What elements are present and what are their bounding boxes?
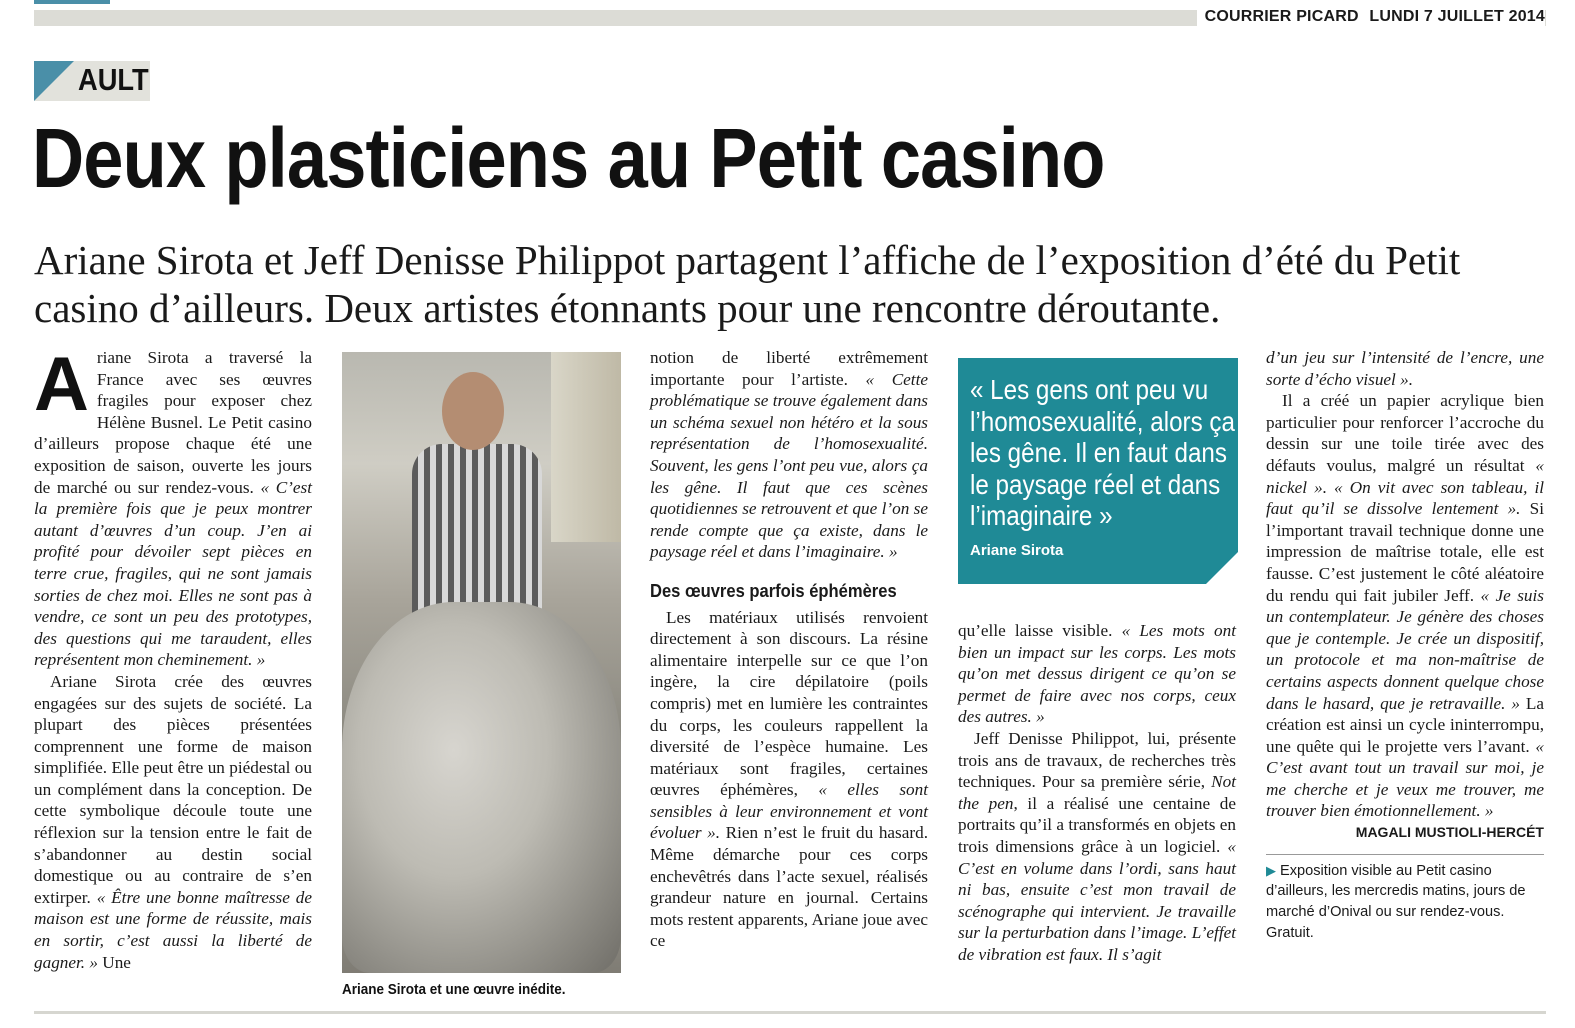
byline: MAGALI MUSTIOLI-HERCÉT	[1355, 824, 1544, 841]
photo-person-head	[442, 372, 504, 450]
paragraph: Les matériaux utilisés renvoient directement à son discours. La résine alimentaire interpelle sur ce que l’on ingère, la cire dépilatoire (poils compris) met en lumière les contraintes du corps, les couleurs rappellent la diversité de l’espèce humaine. Les matériaux sont fragiles, certaines œuvres éphémères, « elles sont sensibles à leur environnement et vont évoluer ». Rien n’est le fruit du hasard. Même démarche pour ces corps enchevêtrés dans l’acte sexuel, réalisés grandeur nature en journal. Certains mots restent apparents, Ariane joue avec ce	[650, 607, 928, 951]
paragraph: Il a créé un papier acrylique bien particulier pour renforcer l’accroche du dessin sur une toile tirée avec des défauts voulus, malgré un résultat « nickel ». « On vit avec son tableau, il faut qu’il se dissolve lentement ». Si l’important travail technique donne une impression de maîtrise totale, elle est fausse. C’est justement le côté aléatoire du rendu qui fait jubiler Jeff. « Je suis un contemplateur. Je génère des choses que je contemple. Je crée un dispositif, un protocole et ma non-maîtrise de certains aspects donnent quelque chose dans le hasard, que je retravaille. » La création est ainsi un cycle ininterrompu, une quête qui le projette vers l’avant. « C’est avant tout un travail sur moi, je me cherche et je veux me trouver, me trouver bien émotionnellement. »	[1266, 391, 1544, 821]
column-4	[958, 620, 1236, 966]
quote: d’un jeu sur l’intensité de l’encre, une sorte d’écho visuel ».	[1266, 348, 1544, 389]
quote: « C’est en volume dans l’ordi, sans haut ni bas, ensuite c’est mon travail de scénographe qui intervient. Je travaille sur la perturbation dans l’image. L’effet de vibration est faux. Il s’agit	[958, 836, 1236, 964]
paragraph	[1266, 347, 1544, 390]
paragraph: Ariane Sirota crée des œuvres engagées sur des sujets de société. La plupart des pièces présentées comprennent une forme de maison simplifiée. Elle peut être un piédestal ou un complément dans la conception. De cette symbolique découle toute une réflexion sur la tension entre le fait de s’abandonner au destin social domestique ou au contraire de s’en extirper. « Être une bonne maîtresse de maison est une forme de réussite, mais en sortir, c’est aussi la liberté de gagner. » Une	[34, 671, 312, 972]
photo-caption: Ariane Sirota et une œuvre inédite.	[342, 981, 566, 998]
triangle-right-icon: ▶	[1266, 862, 1276, 878]
bottom-rule	[34, 1011, 1546, 1014]
quote: « C’est la première fois que je peux montrer autant d’œuvres d’un coup. J’en ai profité pour dévoiler sept pièces en terre crue, fragiles, qui ne sont jamais sorties de chez moi. Elles ne sont pas à vendre, ce sont un peu des prototypes, des questions qui me taraudent, elles représentent mon cheminement. »	[34, 477, 312, 670]
quote: « C’est avant tout un travail sur moi, je me cherche et je veux me trouver, me trouver bien émotionnellement. »	[1266, 736, 1544, 821]
masthead	[1197, 8, 1545, 26]
lede: Ariane Sirota et Jeff Denisse Philippot partagent l’affiche de l’exposition d’été du Petit casino d’ailleurs. Deux artistes étonnants pour une rencontre déroutante.	[34, 237, 1461, 331]
quote: « Les mots ont bien un impact sur les corps. Les mots qu’on met dessus dirigent ce qu’on se permet de faire avec nos corps, ceux des autres. »	[958, 621, 1236, 727]
paragraph: Jeff Denisse Philippot, lui, présente trois ans de travaux, de recherches très techniques. Pour sa première série, Not the pen, il a réalisé une centaine de portraits qu’il a transformés en objets en trois dimensions grâce à un logiciel. « C’est en volume dans l’ordi, sans haut ni bas, ensuite c’est mon travail de scénographe qui intervient. Je travaille sur la perturbation dans l’image. L’effet de vibration est faux. Il s’agit	[958, 728, 1236, 964]
issue-date: LUNDI 7 JUILLET 2014	[1369, 8, 1545, 25]
quote: « Je suis un contemplateur. Je génère des choses que je contemple. Je crée un dispositif, un protocole et ma non-maîtrise de certains aspects donnent quelque chose dans le hasard, que je retravaille. »	[1266, 585, 1544, 713]
drop-cap: A	[34, 342, 89, 427]
quote: « Être une bonne maîtresse de maison est une forme de réussite, mais en sortir, c’est aussi la liberté de gagner. »	[34, 887, 312, 972]
quote: « elles sont sensibles à leur environnement et vont évoluer ».	[650, 780, 928, 843]
subheading: Des œuvres parfois éphémères	[650, 580, 897, 601]
info-box	[1266, 854, 1544, 944]
paper-name: COURRIER PICARD	[1204, 8, 1359, 25]
info-text: Exposition visible au Petit casino d’ailleurs, les mercredis matins, jours de marché d’Onival ou sur rendez-vous. Gratuit.	[1266, 862, 1526, 942]
column-3	[650, 347, 928, 952]
article-photo	[342, 352, 621, 973]
paragraph: Ariane Sirota a traversé la France avec ses œuvres fragiles pour exposer chez Hélène Busnel. Le Petit casino d’ailleurs propose chaque été une exposition de saison, ouverte les jours de marché ou sur rendez-vous. « C’est la première fois que je peux montrer autant d’œuvres d’un coup. J’en ai profité pour dévoiler sept pièces en terre crue, fragiles, qui ne sont jamais sorties de chez moi. Elles ne sont pas à vendre, ce sont un peu des prototypes, des questions qui me taraudent, elles représentent mon cheminement. »	[34, 342, 312, 670]
pull-quote-corner	[1206, 552, 1238, 584]
headline: Deux plasticiens au Petit casino	[32, 111, 1105, 205]
paragraph: qu’elle laisse visible. « Les mots ont bien un impact sur les corps. Les mots qu’on met dessus dirigent ce qu’on se permet de faire avec nos corps, ceux des autres. »	[958, 621, 1236, 727]
photo-sculpture	[342, 602, 621, 973]
paragraph: notion de liberté extrêmement importante pour l’artiste. « Cette problématique se trouve également dans un schéma sexuel non hétéro et la sous représentation de l’homosexualité. Souvent, les gens l’ont peu vue, alors ça les gêne. Il faut que ces scènes quotidiennes se retrouvent et que l’on se rende compte que ça existe, dans le paysage réel et dans l’imaginaire. »	[650, 348, 928, 562]
column-5	[1266, 347, 1544, 944]
pull-quote-text: « Les gens ont peu vu l’homosexualité, alors ça les gêne. Il en faut dans le paysage réel et dans l’imaginaire »	[970, 374, 1235, 531]
pull-quote-author: Ariane Sirota	[970, 541, 1064, 559]
column-1	[34, 342, 312, 973]
kicker-triangle	[34, 61, 74, 101]
quote: « Cette problématique se trouve également dans un schéma sexuel non hétéro et la sous représentation de l’homosexualité. Souvent, les gens l’ont peu vue, alors ça les gêne. Il faut que ces scènes quotidiennes se retrouvent et que l’on se rende compte que ça existe, dans le paysage réel et dans l’imaginaire. »	[650, 369, 928, 562]
top-accent-bar	[34, 0, 110, 4]
quote: « nickel ». « On vit avec son tableau, il faut qu’il se dissolve lentement ».	[1266, 455, 1544, 519]
kicker-label: AULT	[78, 62, 149, 97]
photo-window	[551, 352, 621, 542]
series-title: Not the pen	[958, 772, 1236, 813]
pull-quote	[958, 358, 1238, 584]
